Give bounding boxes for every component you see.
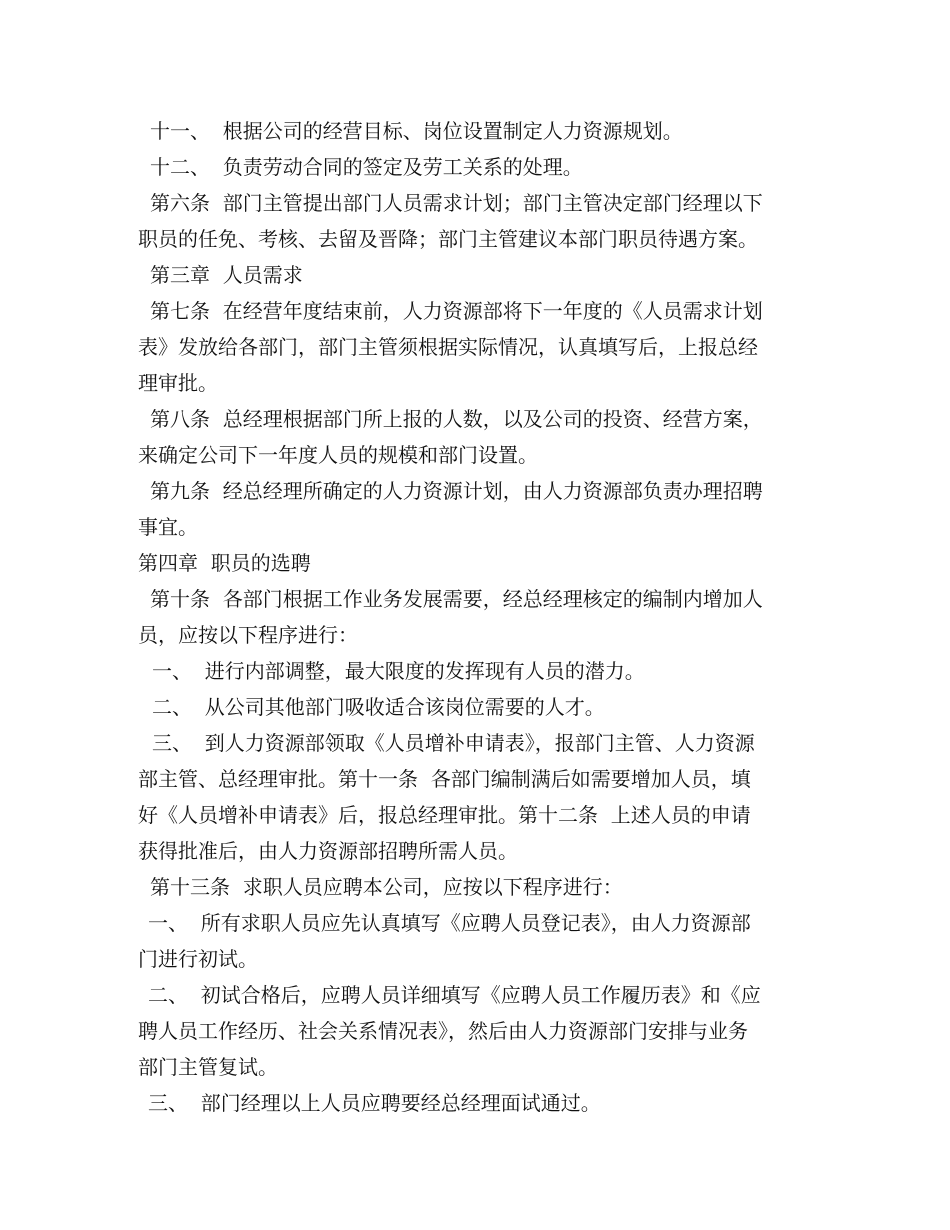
text-line-continuation: 聘人员工作经历、社会关系情况表》，然后由人力资源部门安排与业务 bbox=[138, 1019, 748, 1043]
text-line-step-3: 三、 部门经理以上人员应聘要经总经理面试通过。 bbox=[148, 1091, 601, 1115]
text-line-continuation: 职员的任免、考核、去留及晋降；部门主管建议本部门职员待遇方案。 bbox=[138, 227, 758, 251]
text-line-step-3: 三、 到人力资源部领取《人员增补申请表》，报部门主管、人力资源 bbox=[152, 731, 755, 755]
chapter-heading-3: 第三章 人员需求 bbox=[150, 263, 303, 287]
text-line-article-7: 第七条 在经营年度结束前，人力资源部将下一年度的《人员需求计划 bbox=[150, 299, 763, 323]
text-line-continuation: 好《人员增补申请表》后，报总经理审批。第十二条 上述人员的申请 bbox=[138, 803, 751, 827]
text-line-step-2: 二、 初试合格后，应聘人员详细填写《应聘人员工作履历表》和《应 bbox=[148, 983, 761, 1007]
text-line-step-1: 一、 进行内部调整，最大限度的发挥现有人员的潜力。 bbox=[152, 659, 645, 683]
text-line-article-9: 第九条 经总经理所确定的人力资源计划，由人力资源部负责办理招聘 bbox=[150, 479, 763, 503]
text-line-article-10: 第十条 各部门根据工作业务发展需要，经总经理核定的编制内增加人 bbox=[150, 587, 763, 611]
text-line-step-1: 一、 所有求职人员应先认真填写《应聘人员登记表》，由人力资源部 bbox=[148, 911, 751, 935]
text-line-continuation: 来确定公司下一年度人员的规模和部门设置。 bbox=[138, 443, 538, 467]
text-line-article-6: 第六条 部门主管提出部门人员需求计划；部门主管决定部门经理以下 bbox=[150, 191, 763, 215]
text-line-continuation: 员，应按以下程序进行： bbox=[138, 623, 358, 647]
text-line-step-2: 二、 从公司其他部门吸收适合该岗位需要的人才。 bbox=[152, 695, 605, 719]
chapter-heading-4: 第四章 职员的选聘 bbox=[138, 551, 311, 575]
text-line-item-11: 十一、 根据公司的经营目标、岗位设置制定人力资源规划。 bbox=[150, 119, 683, 143]
text-line-item-12: 十二、 负责劳动合同的签定及劳工关系的处理。 bbox=[150, 155, 583, 179]
text-line-article-8: 第八条 总经理根据部门所上报的人数，以及公司的投资、经营方案， bbox=[150, 407, 763, 431]
text-line-continuation: 获得批准后，由人力资源部招聘所需人员。 bbox=[138, 839, 518, 863]
text-line-continuation: 门进行初试。 bbox=[138, 947, 258, 971]
text-line-continuation: 部主管、总经理审批。第十一条 各部门编制满后如需要增加人员，填 bbox=[138, 767, 751, 791]
text-line-continuation: 表》发放给各部门，部门主管须根据实际情况，认真填写后，上报总经 bbox=[138, 335, 758, 359]
text-line-article-13: 第十三条 求职人员应聘本公司，应按以下程序进行： bbox=[150, 875, 623, 899]
text-line-continuation: 事宜。 bbox=[138, 515, 198, 539]
text-line-continuation: 部门主管复试。 bbox=[138, 1055, 278, 1079]
document-body bbox=[138, 113, 818, 1121]
text-line-continuation: 理审批。 bbox=[138, 371, 218, 395]
